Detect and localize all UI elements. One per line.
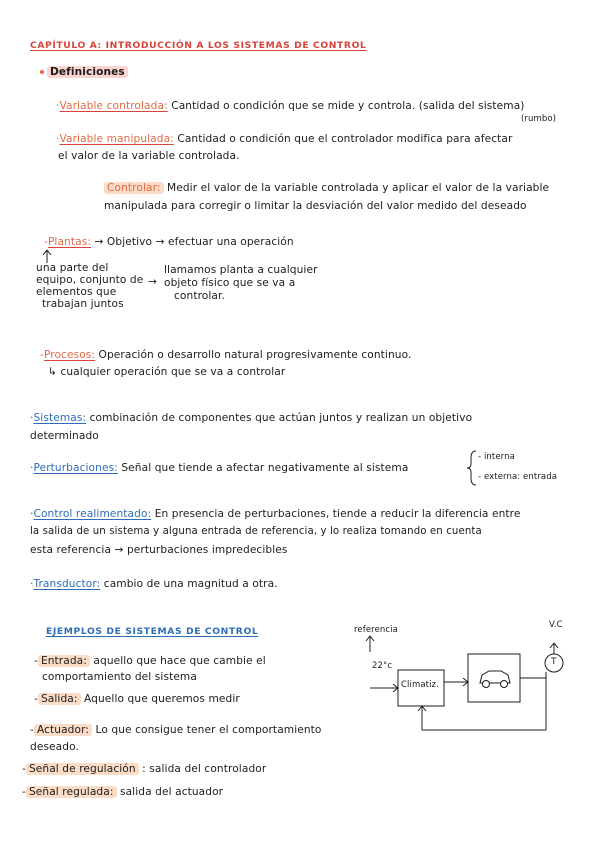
brace-icon xyxy=(466,450,478,486)
diagram-referencia-label: referencia xyxy=(354,625,398,635)
diagram-vc-label: V.C xyxy=(549,620,563,630)
text-variable-manipulada-2: el valor de la variable controlada. xyxy=(58,150,240,162)
def-procesos: -Procesos: Operación o desarrollo natural progresivamente continuo. xyxy=(40,349,412,361)
text-controlar-1: Medir el valor de la variable controlada y aplicar el valor de la variable xyxy=(167,182,550,194)
term-entrada: Entrada: xyxy=(38,655,90,667)
term-sistemas: Sistemas: xyxy=(33,412,87,424)
text-procesos-2: ↳ cualquier operación que se va a controlar xyxy=(48,366,286,378)
def-control-realimentado: ·Control realimentado: En presencia de perturbaciones, tiende a reducir la diferencia entre xyxy=(30,508,521,520)
ejemplo-entrada: - Entrada: aquello que hace que cambie el xyxy=(34,655,266,667)
text-sistemas-2: determinado xyxy=(30,430,99,442)
text-actuador-1: Lo que consigue tener el comportamiento xyxy=(95,724,322,736)
def-perturbaciones: ·Perturbaciones: Señal que tiende a afectar negativamente al sistema xyxy=(30,462,409,474)
perturbacion-externa: - externa: entrada xyxy=(478,472,558,482)
plant-block xyxy=(468,654,520,702)
text-regulada: salida del actuador xyxy=(119,786,224,798)
text-entrada-1: aquello que hace que cambie el xyxy=(93,655,266,667)
control-block-diagram xyxy=(360,630,580,740)
definiciones-label: Definiciones xyxy=(47,66,128,78)
ejemplo-regulacion: - Señal de regulación : salida del controlador xyxy=(22,763,267,775)
controller-label: Climatiz. xyxy=(401,680,439,690)
term-variable-controlada: Variable controlada: xyxy=(59,100,168,112)
def-sistemas: ·Sistemas: combinación de componentes que actúan juntos y realizan un objetivo xyxy=(30,412,473,424)
text-variable-controlada: Cantidad o condición que se mide y controla. (salida del sistema) xyxy=(171,100,525,112)
term-perturbaciones: Perturbaciones: xyxy=(33,462,118,474)
perturbacion-interna: - interna xyxy=(478,452,515,462)
text-control-realimentado-2: la salida de un sistema y alguna entrada de referencia, y lo realiza tomando en cuenta xyxy=(30,526,482,537)
text-variable-manipulada-1: Cantidad o condición que el controlador modifica para afectar xyxy=(177,133,513,145)
ejemplo-regulada: - Señal regulada: salida del actuador xyxy=(22,786,224,798)
sensor-label: T xyxy=(551,657,557,667)
term-variable-manipulada: Variable manipulada: xyxy=(59,133,174,145)
def-variable-manipulada: ·Variable manipulada: Cantidad o condición que el controlador modifica para afectar xyxy=(56,133,513,145)
def-plantas: -Plantas: → Objetivo → efectuar una operación xyxy=(44,236,294,248)
ejemplos-heading: EJEMPLOS DE SISTEMAS DE CONTROL xyxy=(46,626,259,637)
diagram-temp-label: 22°c xyxy=(372,661,393,671)
note-rumbo: (rumbo) xyxy=(521,114,557,124)
def-controlar xyxy=(104,182,549,194)
term-controlar: Controlar: xyxy=(104,182,164,194)
term-regulada: Señal regulada: xyxy=(26,786,117,798)
plantas-left-note: una parte del equipo, conjunto de elementos que trabajan juntos xyxy=(36,262,144,310)
text-plantas: → Objetivo → efectuar una operación xyxy=(94,236,294,248)
text-sistemas-1: combinación de componentes que actúan juntos y realizan un objetivo xyxy=(89,412,473,424)
term-transductor: Transductor: xyxy=(33,578,101,590)
car-icon xyxy=(480,671,510,688)
term-regulacion: Señal de regulación xyxy=(26,763,139,775)
plantas-right-note: llamamos planta a cualquier objeto físico que se va a controlar. xyxy=(164,264,318,302)
text-regulacion: : salida del controlador xyxy=(142,763,267,775)
term-procesos: Procesos: xyxy=(43,349,96,361)
bullet-icon xyxy=(40,70,44,74)
term-control-realimentado: Control realimentado: xyxy=(33,508,152,520)
definiciones-heading xyxy=(40,66,128,78)
ejemplo-actuador: - Actuador: Lo que consigue tener el comportamiento xyxy=(30,724,322,736)
text-transductor: cambio de una magnitud a otra. xyxy=(103,578,278,590)
text-controlar-2: manipulada para corregir o limitar la desviación del valor medido del deseado xyxy=(104,200,527,212)
text-actuador-2: deseado. xyxy=(30,741,79,753)
plantas-arrow: → xyxy=(148,276,157,288)
def-transductor: ·Transductor: cambio de una magnitud a otra. xyxy=(30,578,278,590)
term-actuador: Actuador: xyxy=(34,724,92,736)
text-perturbaciones: Señal que tiende a afectar negativamente al sistema xyxy=(121,462,409,474)
text-control-realimentado-3: esta referencia → perturbaciones impredecibles xyxy=(30,544,288,556)
text-control-realimentado-1: En presencia de perturbaciones, tiende a reducir la diferencia entre xyxy=(154,508,521,520)
text-procesos-1: Operación o desarrollo natural progresivamente continuo. xyxy=(98,349,412,361)
page-title: CAPÍTULO A: INTRODUCCIÓN A LOS SISTEMAS DE CONTROL xyxy=(30,40,367,51)
term-plantas: Plantas: xyxy=(47,236,92,248)
text-entrada-2: comportamiento del sistema xyxy=(42,671,197,683)
def-variable-controlada: ·Variable controlada: Cantidad o condición que se mide y controla. (salida del sistema) xyxy=(56,100,525,112)
text-salida: Aquello que queremos medir xyxy=(84,693,240,705)
ejemplo-salida: - Salida: Aquello que queremos medir xyxy=(34,693,240,705)
term-salida: Salida: xyxy=(38,693,81,705)
